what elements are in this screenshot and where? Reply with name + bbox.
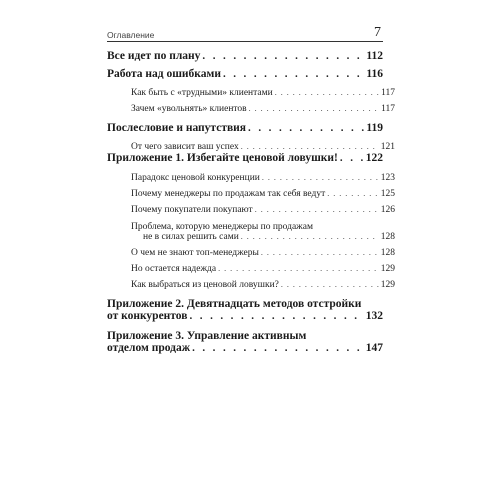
toc-entry bbox=[107, 152, 383, 164]
toc-entry-page: 117 bbox=[381, 104, 395, 114]
toc-entry bbox=[107, 50, 383, 62]
toc-entry-title: О чем не знают топ-менеджеры bbox=[131, 248, 259, 258]
dot-leader bbox=[202, 50, 364, 62]
toc-subentry bbox=[119, 205, 395, 215]
dot-leader bbox=[340, 152, 364, 164]
toc-entry-title: От чего зависит ваш успех bbox=[131, 142, 239, 152]
dot-leader bbox=[249, 104, 379, 113]
dot-leader bbox=[262, 173, 379, 182]
dot-leader bbox=[241, 232, 379, 241]
toc-subentry bbox=[119, 264, 395, 274]
toc-entry bbox=[107, 298, 383, 322]
running-head bbox=[107, 25, 383, 42]
section-title: Оглавление bbox=[107, 30, 155, 40]
toc-subentry bbox=[119, 222, 395, 242]
dot-leader bbox=[189, 310, 363, 322]
toc-entry-title: Приложение 1. Избегайте ценовой ловушки! bbox=[107, 152, 338, 164]
toc-entry bbox=[107, 330, 383, 354]
toc-entry-page: 117 bbox=[381, 88, 395, 98]
dot-leader bbox=[255, 205, 379, 214]
toc-entry-title: Как быть с «трудными» клиентами bbox=[131, 88, 273, 98]
toc-entry-title: Почему менеджеры по продажам так себя ведут bbox=[131, 189, 326, 199]
toc-entry-page: 129 bbox=[380, 280, 395, 290]
toc-entry-page: 119 bbox=[366, 122, 383, 134]
toc-entry-title-line1: Приложение 2. Девятнадцать методов отстройки bbox=[107, 298, 362, 310]
toc-entry-title-line2: от конкурентов bbox=[107, 310, 188, 322]
toc-entry-page: 128 bbox=[380, 248, 395, 258]
toc-entry-title: Все идет по плану bbox=[107, 50, 201, 62]
dot-leader bbox=[275, 88, 379, 97]
dot-leader bbox=[218, 264, 379, 273]
page-number: 7 bbox=[374, 25, 381, 40]
toc-entry-title: Как выбраться из ценовой ловушки? bbox=[131, 280, 279, 290]
toc-entry-title-line1: Приложение 3. Управление активным bbox=[107, 330, 307, 342]
toc-entry-title-line2: отделом продаж bbox=[107, 342, 191, 354]
toc-subentry bbox=[119, 280, 395, 290]
toc-entry-title-line1: Проблема, которую менеджеры по продажам bbox=[131, 222, 313, 232]
toc-entry-title: Но остается надежда bbox=[131, 264, 217, 274]
dot-leader bbox=[192, 342, 364, 354]
dot-leader bbox=[241, 142, 379, 151]
toc-entry-page: 121 bbox=[380, 142, 395, 152]
toc-subentry bbox=[119, 104, 395, 114]
toc-entry-page: 132 bbox=[365, 310, 383, 322]
toc-subentry bbox=[119, 142, 395, 152]
toc-entry-page: 112 bbox=[366, 50, 383, 62]
toc-subentry bbox=[119, 189, 395, 199]
dot-leader bbox=[281, 280, 379, 289]
toc-entry-page: 123 bbox=[380, 173, 395, 183]
toc-subentry bbox=[119, 248, 395, 258]
dot-leader bbox=[327, 189, 378, 198]
dot-leader bbox=[261, 248, 379, 257]
toc-entry-page: 122 bbox=[365, 152, 383, 164]
toc-entry-page: 126 bbox=[380, 205, 395, 215]
toc-entry-title-line2: не в силах решить сами bbox=[143, 232, 239, 242]
toc-entry-title: Работа над ошибками bbox=[107, 68, 221, 80]
toc-entry-title: Почему покупатели покупают bbox=[131, 205, 253, 215]
toc-entry-title: Послесловие и напутствия bbox=[107, 122, 247, 134]
toc-entry-title: Зачем «увольнять» клиентов bbox=[131, 104, 247, 114]
toc-entry bbox=[107, 122, 383, 134]
toc-entry bbox=[107, 68, 383, 80]
dot-leader bbox=[248, 122, 364, 134]
toc-entry-page: 129 bbox=[380, 264, 395, 274]
toc-subentry bbox=[119, 173, 395, 183]
toc-entry-page: 128 bbox=[380, 232, 395, 242]
toc-entry-page: 147 bbox=[365, 342, 383, 354]
toc-entry-page: 125 bbox=[380, 189, 395, 199]
toc-subentry bbox=[119, 88, 395, 98]
toc-entry-page: 116 bbox=[366, 68, 383, 80]
toc-entry-title: Парадокс ценовой конкуренции bbox=[131, 173, 260, 183]
dot-leader bbox=[223, 68, 364, 80]
